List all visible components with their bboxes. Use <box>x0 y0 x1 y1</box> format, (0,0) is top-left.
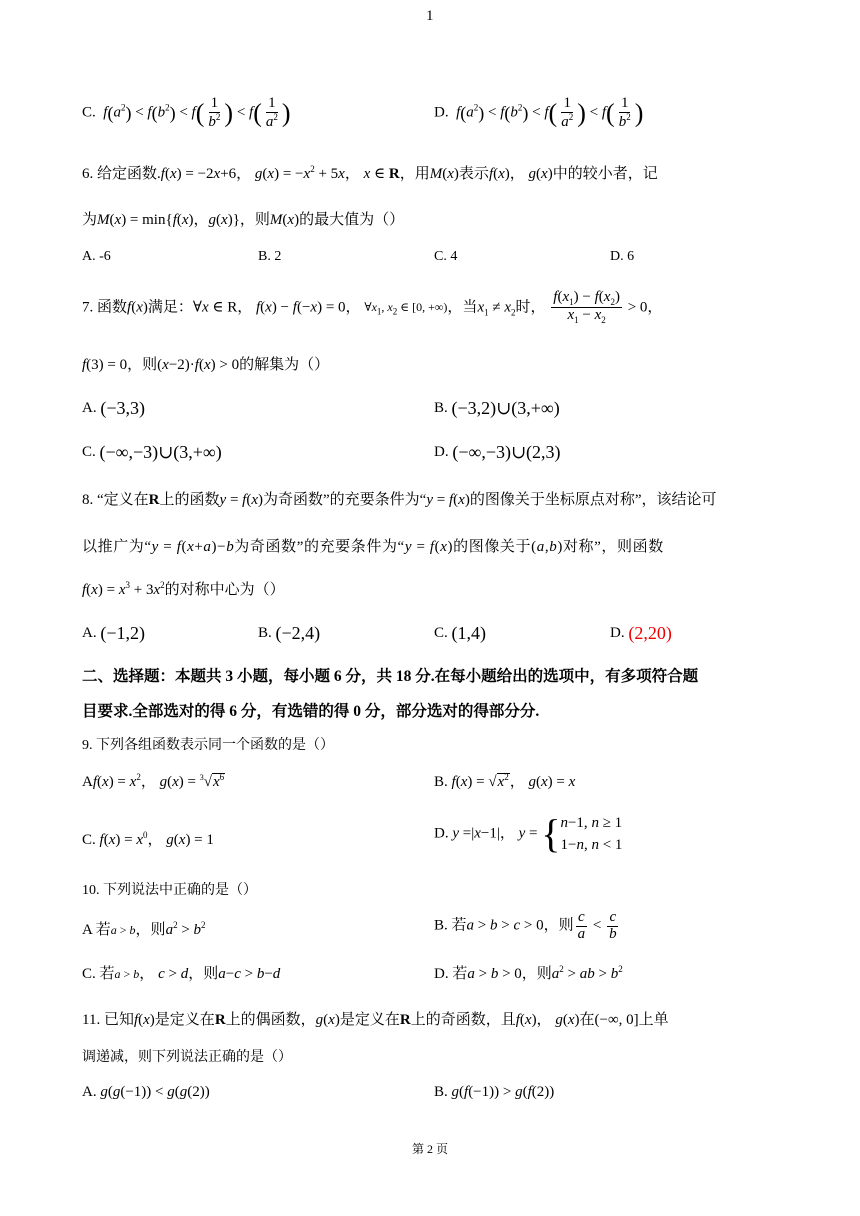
q7-option-b: B. (−3,2)∪(3,+∞) <box>434 398 560 418</box>
q6-stem-line2: 为M(x) = min{f(x)，g(x)}，则M(x)的最大值为（） <box>82 212 405 228</box>
q10-option-a: A 若a > b，则$a^2 > b^2$ <box>82 920 206 938</box>
q9-option-d: D. y =|x−1|， y = { n−1, n ≥ 1 1−n, n < 1 <box>434 811 623 856</box>
q10-option-c: C. 若a > b， c > d，则a−c > b−d <box>82 966 281 982</box>
q10-option-d: D. 若a > b > 0，则$a^2$ > ab > $b^2$ <box>434 964 623 982</box>
q8-option-b: B. (−2,4) <box>258 623 321 643</box>
q11-option-a: A. g(g(−1)) < g(g(2)) <box>82 1084 210 1100</box>
q7-option-c: C. (−∞,−3)∪(3,+∞) <box>82 442 222 462</box>
q10-option-b: B. 若a > b > c > 0，则 $\frac{c}{a}$ < $\frac{c}{b}$ <box>434 909 617 942</box>
q8-option-d: D. (2,20) <box>610 623 672 643</box>
q9-option-b: B. $f(x) = √x^2$， g(x) = x <box>434 772 576 790</box>
q7-stem-line1: 7. 函数f(x)满足：∀x ∈ R， f(x) − f(−x) = 0， $\forall x_1$, $x_2$ ∈ [0, +∞)，当$x_1 \ne x_2$时， $\frac{f(x_1) - f(x_2)}{x_1 - x_2}$ > 0， <box>82 289 663 326</box>
q8-option-c: C. (1,4) <box>434 623 487 643</box>
q7-option-a: A. (−3,3) <box>82 398 145 418</box>
q11-stem-line1: 11. 已知f(x)是定义在R上的偶函数，g(x)是定义在R上的奇函数，且f(x)， g(x)在(−∞, 0]上单 <box>82 1012 669 1028</box>
q6-option-b: B. 2 <box>258 249 282 264</box>
q5-option-c: C. $f(a^2) < f(b^2) < f$( $\frac{1}{b^2}$ ) < f( $\frac{1}{a^2}$ ) <box>82 95 291 130</box>
q11-stem-line2: 调递减，则下列说法正确的是（） <box>82 1050 292 1065</box>
q8-option-a: A. (−1,2) <box>82 623 145 643</box>
q6-option-a: A. -6 <box>82 249 111 264</box>
q10-stem: 10. 下列说法中正确的是（） <box>82 883 257 898</box>
q11-option-b: B. g(f(−1)) > g(f(2)) <box>434 1084 555 1100</box>
q6-option-c: C. 4 <box>434 249 458 264</box>
section2-heading-line1: 二、选择题：本题共 3 小题，每小题 6 分，共 18 分.在每小题给出的选项中，有多项符合题 <box>82 668 699 685</box>
q8-stem-line2: 以推广为“y = f(x+a)−b为奇函数”的充要条件为“y = f(x)的图像关于(a,b)对称”，则函数 <box>82 539 664 555</box>
section2-heading-line2: 目要求.全部选对的得 6 分，有选错的得 0 分，部分选对的得部分分. <box>82 703 540 720</box>
q6-stem-line1: 6. 给定函数.f(x) = −2x+6， $g(x) = -x^2 + 5x$， x ∈ R，用M(x)表示f(x)， g(x)中的较小者，记 <box>82 164 658 182</box>
q9-option-c: C. $f(x) = x^0$， g(x) = 1 <box>82 830 214 848</box>
page-number: 1 <box>426 8 434 24</box>
q5-option-d: D. $f(a^2) < f(b^2) < f$( $\frac{1}{a^2}$ ) < f( $\frac{1}{b^2}$ ) <box>434 95 644 130</box>
q8-stem-line1: 8. “定义在R上的函数y = f(x)为奇函数”的充要条件为“y = f(x)的图像关于坐标原点对称”，该结论可 <box>82 492 717 508</box>
q9-stem: 9. 下列各组函数表示同一个函数的是（） <box>82 738 334 753</box>
q7-stem-line2: f(3) = 0，则(x−2)·f(x) > 0的解集为（） <box>82 357 330 373</box>
page-footer: 第 2 页 <box>412 1142 449 1156</box>
q6-option-d: D. 6 <box>610 249 635 264</box>
q8-stem-line3: $f(x) = x^3 + 3x^2$的对称中心为（） <box>82 580 285 598</box>
q7-option-d: D. (−∞,−3)∪(2,3) <box>434 442 561 462</box>
q9-option-a: $Af(x) = x^2$， $g(x) = ^3√x^6$ <box>82 772 225 790</box>
